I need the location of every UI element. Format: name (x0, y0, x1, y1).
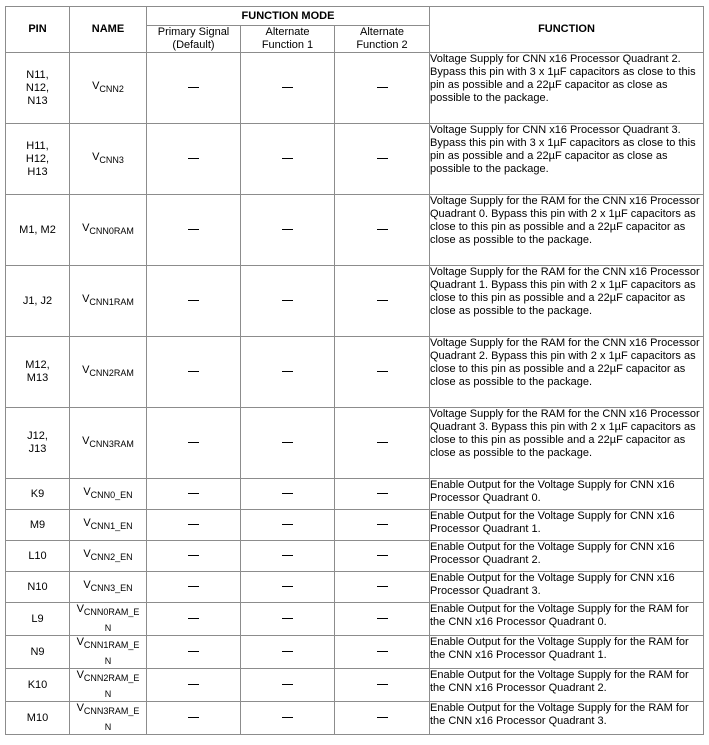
em-dash (377, 493, 388, 494)
pin-cell (6, 266, 70, 337)
name-cell (70, 603, 147, 636)
alternate-function-1-cell (241, 541, 335, 572)
function-description: Enable Output for the Voltage Supply for CNN x16 Processor Quadrant 2. (430, 541, 704, 572)
pin-cell (6, 408, 70, 479)
header-alternate-function-1 (241, 26, 335, 53)
em-dash (377, 158, 388, 159)
primary-signal-cell (147, 669, 241, 702)
em-dash (282, 586, 293, 587)
pin-label: H11, (26, 139, 49, 152)
signal-name-subscript: CNN3 (99, 155, 124, 165)
primary-signal-cell (147, 541, 241, 572)
em-dash (377, 555, 388, 556)
alternate-function-2-cell (335, 572, 430, 603)
function-description: Voltage Supply for the RAM for the CNN x16 Processor Quadrant 3. Bypass this pin with 2 x 1µF capacitors as close to this pin as possible and a 22µF capacitor as close as possible to the package. (430, 408, 704, 479)
alternate-function-1-cell (241, 669, 335, 702)
em-dash (282, 442, 293, 443)
alternate-function-2-cell (335, 195, 430, 266)
em-dash (377, 684, 388, 685)
pin-label: M10 (26, 711, 49, 724)
em-dash (377, 618, 388, 619)
signal-name-subscript: N (104, 623, 112, 633)
em-dash (282, 651, 293, 652)
table-row (6, 702, 704, 735)
primary-signal-cell (147, 195, 241, 266)
em-dash (377, 442, 388, 443)
pin-cell (6, 572, 70, 603)
table-row (6, 541, 704, 572)
header-primary-signal-line1: Primary Signal (157, 26, 230, 38)
signal-name-base: V (83, 486, 91, 498)
signal-name-subscript: CNN2_EN (90, 552, 133, 562)
pin-cell (6, 337, 70, 408)
em-dash (188, 651, 199, 652)
signal-name-subscript: CNN0_EN (90, 490, 133, 500)
em-dash (188, 524, 199, 525)
header-alt2-line2: Function 2 (356, 39, 408, 51)
alternate-function-2-cell (335, 266, 430, 337)
signal-name-subscript: CNN2RAM (89, 368, 134, 378)
primary-signal-cell (147, 572, 241, 603)
table-body (6, 53, 704, 735)
header-alt1-line2: Function 1 (261, 39, 314, 51)
em-dash (282, 555, 293, 556)
em-dash (377, 586, 388, 587)
alternate-function-1-cell (241, 636, 335, 669)
name-cell (70, 541, 147, 572)
alternate-function-1-cell (241, 572, 335, 603)
signal-name-base: V (83, 548, 91, 560)
em-dash (377, 717, 388, 718)
header-alternate-function-2 (335, 26, 430, 53)
header-primary-signal (147, 26, 241, 53)
pin-cell (6, 603, 70, 636)
pin-cell (6, 479, 70, 510)
pin-label: N9 (30, 645, 45, 658)
signal-name-subscript: CNN0RAM_E (83, 607, 140, 617)
pin-label: N11, (26, 68, 49, 81)
header-alt1-line1: Alternate (265, 26, 310, 38)
pin-label: N13 (27, 94, 48, 107)
table-row (6, 479, 704, 510)
primary-signal-cell (147, 266, 241, 337)
alternate-function-2-cell (335, 479, 430, 510)
function-description: Enable Output for the Voltage Supply for the RAM for the CNN x16 Processor Quadrant 0. (430, 603, 704, 636)
em-dash (282, 684, 293, 685)
pin-cell (6, 195, 70, 266)
name-cell (70, 479, 147, 510)
function-description: Enable Output for the Voltage Supply for CNN x16 Processor Quadrant 3. (430, 572, 704, 603)
table-row (6, 603, 704, 636)
table-row (6, 337, 704, 408)
em-dash (188, 158, 199, 159)
em-dash (282, 300, 293, 301)
signal-name-base: V (83, 517, 91, 529)
em-dash (188, 684, 199, 685)
em-dash (188, 87, 199, 88)
alternate-function-1-cell (241, 124, 335, 195)
function-description: Enable Output for the Voltage Supply for the RAM for the CNN x16 Processor Quadrant 1. (430, 636, 704, 669)
em-dash (188, 300, 199, 301)
pin-label: M1, M2 (19, 223, 56, 236)
em-dash (188, 717, 199, 718)
alternate-function-2-cell (335, 510, 430, 541)
signal-name-base: V (76, 603, 84, 615)
primary-signal-cell (147, 603, 241, 636)
table-row (6, 669, 704, 702)
alternate-function-1-cell (241, 479, 335, 510)
em-dash (377, 651, 388, 652)
signal-name-base: V (82, 222, 90, 234)
function-description: Voltage Supply for the RAM for the CNN x16 Processor Quadrant 1. Bypass this pin with 2 x 1µF capacitors as close to this pin as possible and a 22µF capacitor as close as possible to the package. (430, 266, 704, 337)
function-description: Voltage Supply for CNN x16 Processor Quadrant 3. Bypass this pin with 3 x 1µF capacitors as close to this pin as possible and a 22µF capacitor as close as possible to the package. (430, 124, 704, 195)
signal-name-subscript: CNN3RAM_E (83, 706, 140, 716)
em-dash (282, 371, 293, 372)
signal-name-subscript: N (104, 722, 112, 732)
primary-signal-cell (147, 636, 241, 669)
signal-name-subscript: CNN3RAM (89, 439, 134, 449)
table-row (6, 53, 704, 124)
pin-label: J13 (28, 443, 47, 455)
primary-signal-cell (147, 702, 241, 735)
em-dash (377, 524, 388, 525)
function-description: Enable Output for the Voltage Supply for CNN x16 Processor Quadrant 1. (430, 510, 704, 541)
signal-name-subscript: N (104, 656, 112, 666)
name-cell (70, 337, 147, 408)
alternate-function-1-cell (241, 266, 335, 337)
signal-name-subscript: CNN0RAM (89, 226, 134, 236)
em-dash (377, 300, 388, 301)
signal-name-base: V (76, 669, 84, 681)
signal-name-base: V (82, 364, 90, 376)
primary-signal-cell (147, 408, 241, 479)
header-pin: PIN (6, 7, 70, 53)
em-dash (282, 229, 293, 230)
header-primary-signal-line2: (Default) (172, 39, 215, 51)
pin-label: M13 (26, 372, 49, 384)
signal-name-base: V (83, 579, 91, 591)
pin-cell (6, 541, 70, 572)
em-dash (188, 555, 199, 556)
signal-name-base: V (82, 435, 90, 447)
table-row (6, 266, 704, 337)
pin-label: M12, (25, 359, 50, 371)
alternate-function-1-cell (241, 195, 335, 266)
alternate-function-2-cell (335, 337, 430, 408)
table-row (6, 124, 704, 195)
pin-cell (6, 124, 70, 195)
pin-label: K10 (27, 678, 48, 691)
name-cell (70, 53, 147, 124)
signal-name-base: V (76, 702, 84, 714)
alternate-function-2-cell (335, 124, 430, 195)
function-description: Voltage Supply for the RAM for the CNN x16 Processor Quadrant 0. Bypass this pin with 2 x 1µF capacitors as close to this pin as possible and a 22µF capacitor as close as possible to the package. (430, 195, 704, 266)
pin-cell (6, 636, 70, 669)
pin-function-table (5, 6, 704, 735)
signal-name-subscript: CNN2RAM_E (83, 673, 140, 683)
em-dash (188, 618, 199, 619)
primary-signal-cell (147, 479, 241, 510)
pin-label: J12, (27, 430, 48, 442)
alternate-function-1-cell (241, 337, 335, 408)
primary-signal-cell (147, 510, 241, 541)
signal-name-base: V (92, 80, 100, 92)
alternate-function-1-cell (241, 53, 335, 124)
name-cell (70, 124, 147, 195)
em-dash (188, 371, 199, 372)
alternate-function-2-cell (335, 541, 430, 572)
pin-label: H12, (25, 152, 50, 165)
primary-signal-cell (147, 337, 241, 408)
signal-name-base: V (76, 636, 84, 648)
function-description: Enable Output for the Voltage Supply for CNN x16 Processor Quadrant 0. (430, 479, 704, 510)
alternate-function-2-cell (335, 636, 430, 669)
pin-label: L10 (28, 549, 47, 562)
pin-cell (6, 510, 70, 541)
alternate-function-2-cell (335, 669, 430, 702)
name-cell (70, 266, 147, 337)
name-cell (70, 510, 147, 541)
name-cell (70, 572, 147, 603)
table-row (6, 572, 704, 603)
name-cell (70, 195, 147, 266)
function-description: Enable Output for the Voltage Supply for the RAM for the CNN x16 Processor Quadrant 2. (430, 669, 704, 702)
header-name: NAME (70, 7, 147, 53)
pin-label: N12, (25, 81, 50, 94)
pin-label: H13 (27, 165, 48, 178)
signal-name-subscript: CNN1RAM (89, 297, 134, 307)
alternate-function-1-cell (241, 510, 335, 541)
em-dash (282, 524, 293, 525)
table-row (6, 510, 704, 541)
signal-name-subscript: CNN1_EN (90, 521, 133, 531)
alternate-function-1-cell (241, 408, 335, 479)
name-cell (70, 408, 147, 479)
signal-name-base: V (92, 151, 100, 163)
pin-label: L9 (31, 612, 44, 625)
em-dash (282, 717, 293, 718)
signal-name-base: V (82, 293, 90, 305)
alternate-function-2-cell (335, 702, 430, 735)
em-dash (282, 87, 293, 88)
alternate-function-2-cell (335, 53, 430, 124)
alternate-function-2-cell (335, 408, 430, 479)
em-dash (188, 493, 199, 494)
pin-label: M9 (29, 518, 46, 531)
name-cell (70, 669, 147, 702)
em-dash (282, 618, 293, 619)
function-description: Enable Output for the Voltage Supply for the RAM for the CNN x16 Processor Quadrant 3. (430, 702, 704, 735)
table-row (6, 636, 704, 669)
header-function: FUNCTION (430, 7, 704, 53)
signal-name-subscript: N (104, 689, 112, 699)
em-dash (377, 371, 388, 372)
alternate-function-2-cell (335, 603, 430, 636)
em-dash (188, 229, 199, 230)
signal-name-subscript: CNN2 (99, 84, 124, 94)
alternate-function-1-cell (241, 603, 335, 636)
header-function-mode: FUNCTION MODE (147, 7, 430, 26)
em-dash (282, 158, 293, 159)
em-dash (282, 493, 293, 494)
signal-name-subscript: CNN1RAM_E (83, 640, 140, 650)
function-description: Voltage Supply for CNN x16 Processor Quadrant 2. Bypass this pin with 3 x 1µF capacitors as close to this pin as possible and a 22µF capacitor as close as possible to the package. (430, 53, 704, 124)
em-dash (377, 229, 388, 230)
pin-label: J1, J2 (22, 294, 53, 307)
em-dash (188, 442, 199, 443)
header-alt2-line1: Alternate (359, 26, 405, 38)
pin-cell (6, 669, 70, 702)
pin-label: K9 (30, 487, 45, 500)
signal-name-subscript: CNN3_EN (90, 583, 133, 593)
alternate-function-1-cell (241, 702, 335, 735)
pin-cell (6, 53, 70, 124)
pin-cell (6, 702, 70, 735)
name-cell (70, 702, 147, 735)
table-row (6, 195, 704, 266)
table-row (6, 408, 704, 479)
em-dash (188, 586, 199, 587)
pin-label: N10 (27, 580, 48, 593)
name-cell (70, 636, 147, 669)
em-dash (377, 87, 388, 88)
primary-signal-cell (147, 124, 241, 195)
function-description: Voltage Supply for the RAM for the CNN x16 Processor Quadrant 2. Bypass this pin with 2 x 1µF capacitors as close to this pin as possible and a 22µF capacitor as close as possible to the package. (430, 337, 704, 408)
primary-signal-cell (147, 53, 241, 124)
